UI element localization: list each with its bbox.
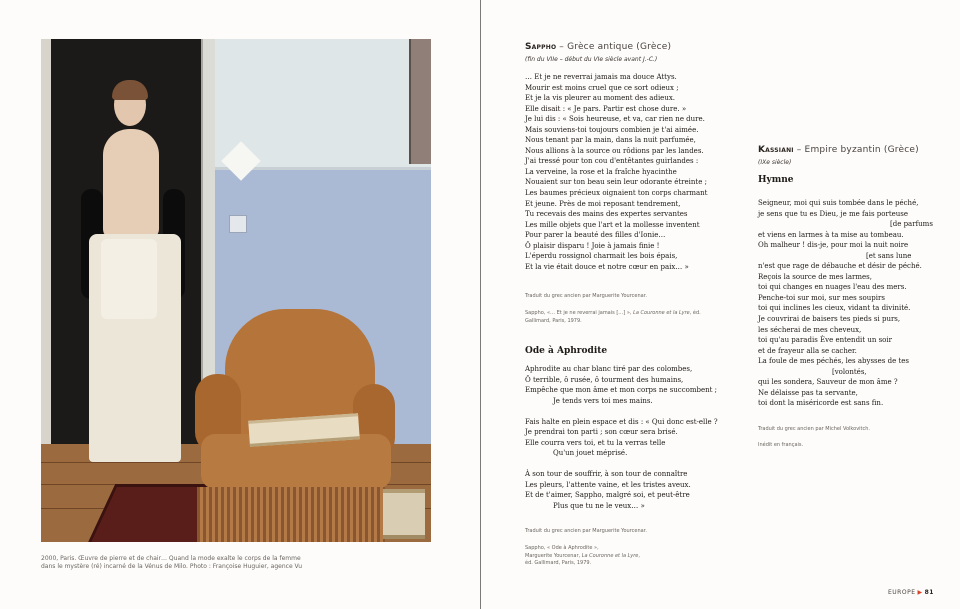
- model-torso: [103, 129, 159, 239]
- verse-line: je sens que tu es Dieu, je me fais porteuse: [758, 209, 909, 218]
- verse-line: Elle courra vers toi, et tu la verras telle: [525, 438, 666, 447]
- poem-title-hymne: Hymne: [758, 175, 794, 185]
- source-book-title: La Couronne et la Lyre: [581, 552, 639, 559]
- verse-line: toi qui inclines les cieux, vidant ta divinité.: [758, 304, 911, 313]
- kassiani-unpublished-note: Inédit en français.: [758, 442, 804, 448]
- light-switch: [229, 215, 247, 233]
- page-footer: [888, 589, 934, 596]
- sappho-heading: [525, 42, 671, 52]
- kassiani-dates: (IXe siècle): [758, 159, 792, 166]
- verse-line: Je tends vers toi mes mains.: [553, 396, 653, 405]
- page-number: 81: [924, 589, 934, 596]
- page-gutter: [480, 0, 481, 609]
- fashion-photograph: [41, 39, 431, 542]
- verse-line: Elle disait : « Je pars. Partir est chose dure. »: [525, 104, 687, 113]
- verse-line: Seigneur, moi qui suis tombée dans le péché,: [758, 199, 919, 207]
- poem-title-ode: Ode à Aphrodite: [525, 346, 608, 356]
- verse-line: Oh malheur ! dis-je, pour moi la nuit noire: [758, 241, 909, 250]
- verse-line: Je couvrirai de baisers tes pieds si purs,: [758, 315, 901, 324]
- verse-line: La verveine, la rose et la fraîche hyacinthe: [525, 167, 677, 176]
- sappho-poem-fragment: [525, 72, 708, 272]
- photo-caption-line: 2000, Paris. Œuvre de pierre et de chair… Quand la mode exalte le corps de la femme: [41, 555, 301, 562]
- verse-line: et viens en larmes à ta mise au tombeau.: [758, 230, 904, 239]
- source-text: Sappho, «… Et je ne reverrai jamais […] »,: [525, 310, 634, 316]
- photo-caption: [41, 555, 431, 571]
- verse-line: Je lui dis : « Sois heureuse, et va, car rien ne dure.: [525, 115, 705, 124]
- sappho-ode: [525, 364, 718, 512]
- play-arrow-icon: ▶: [917, 589, 923, 596]
- kassiani-translation: Traduit du grec ancien par Michel Volkovitch.: [758, 426, 871, 432]
- verse-line: toi qu'au paradis Ève entendit un soir: [758, 336, 892, 345]
- verse-line: L'éperdu rossignol charmait les bois épais,: [525, 252, 678, 261]
- picture-frame-edge: [409, 39, 431, 164]
- verse-line: Penche-toi sur moi, sur mes soupirs: [758, 293, 885, 302]
- verse-line: Fais halte en plein espace et dis : « Qui donc est-elle ?: [525, 417, 718, 426]
- verse-line: toi qui changes en nuages l'eau des mers.: [758, 283, 907, 292]
- kassiani-hymn: [758, 198, 933, 409]
- stanza-gap: [525, 459, 718, 470]
- skirt-fold: [101, 239, 157, 319]
- verse-line: Plus que tu ne le veux… »: [553, 502, 645, 511]
- verse-line: La foule de mes péchés, les abysses de tes: [758, 357, 909, 366]
- sappho-poem2-translation: Traduit du grec ancien par Marguerite Yourcenar.: [525, 528, 647, 534]
- verse-line: Et jeune. Près de moi reposant tendrement,: [525, 199, 681, 208]
- verse-line: Qu'un jouet méprisé.: [553, 449, 628, 458]
- author-origin: – Empire byzantin (Grèce): [793, 145, 919, 155]
- stanza-gap: [525, 406, 718, 417]
- source-line: [525, 553, 640, 561]
- sappho-poem2-source: [525, 545, 640, 568]
- sappho-poem1-source: [525, 310, 725, 325]
- sappho-poem1-translation: Traduit du grec ancien par Marguerite Yourcenar.: [525, 293, 647, 299]
- verse-line: Ne délaisse pas ta servante,: [758, 388, 858, 397]
- source-text: Sappho, « Ode à Aphrodite »,: [525, 545, 599, 551]
- verse-line: [volontés,: [832, 367, 867, 376]
- sappho-dates: (fin du VIIe – début du VIe siècle avant J.-C.): [525, 56, 658, 63]
- source-text: , éd. Gallimard, Paris, 1979.: [525, 310, 701, 324]
- verse-line: Les baumes précieux oignaient ton corps charmant: [525, 189, 708, 198]
- verse-line: Reçois la source de mes larmes,: [758, 272, 872, 281]
- photo-caption-line: dans le mystère (ré) incarné de la Vénus de Milo. Photo : Françoise Huguier, agence Vu: [41, 563, 303, 570]
- verse-line: Et la vie était douce et notre cœur en paix… »: [525, 262, 689, 271]
- author-origin: – Grèce antique (Grèce): [556, 42, 672, 52]
- verse-line: Nous tenant par la main, dans la nuit parfumée,: [525, 136, 696, 145]
- verse-line: n'est que rage de débauche et désir de péché.: [758, 262, 922, 271]
- verse-line: Les pleurs, l'attente vaine, et les tristes aveux.: [525, 480, 691, 489]
- verse-line: [de parfums: [890, 220, 933, 229]
- source-book-title: La Couronne et la Lyre: [633, 310, 690, 316]
- source-text: éd. Gallimard, Paris, 1979.: [525, 560, 592, 566]
- verse-line: Mourir est moins cruel que ce sort odieux ;: [525, 83, 679, 92]
- verse-line: Pour parer la beauté des filles d'Ionie…: [525, 231, 666, 240]
- verse-line: et de frayeur alla se cacher.: [758, 346, 857, 355]
- verse-line: les sécherai de mes cheveux,: [758, 325, 862, 334]
- author-name: Sappho: [525, 42, 557, 52]
- door-frame: [41, 39, 51, 509]
- verse-line: toi dont la miséricorde est sans fin.: [758, 399, 884, 408]
- kassiani-heading: [758, 145, 919, 155]
- verse-line: Mais souviens-toi toujours combien je t'ai aimée.: [525, 125, 699, 134]
- verse-line: Et je la vis pleurer au moment des adieux.: [525, 94, 676, 103]
- verse-line: … Et je ne reverrai jamais ma douce Attys.: [525, 73, 677, 81]
- verse-line: Et de t'aimer, Sappho, malgré soi, et peut-être: [525, 491, 690, 500]
- verse-line: qui les sondera, Sauveur de mon âme ?: [758, 378, 898, 387]
- book-stack-floor: [383, 489, 425, 539]
- verse-line: J'ai tressé pour ton cou d'entêtantes guirlandes :: [525, 157, 699, 166]
- source-text: ,: [638, 552, 640, 559]
- armchair-fringe: [197, 487, 385, 542]
- verse-line: Tu recevais des mains des expertes servantes: [525, 210, 688, 219]
- verse-line: Empêche que mon âme et mon corps ne succombent ;: [525, 386, 718, 395]
- verse-line: Nouaient sur ton beau sein leur odorante étreinte ;: [525, 178, 707, 187]
- section-name: EUROPE: [888, 589, 916, 596]
- verse-line: Je prendrai ton parti ; son cœur sera brisé.: [525, 428, 678, 437]
- verse-line: Aphrodite au char blanc tiré par des colombes,: [525, 365, 693, 373]
- source-text: Marguerite Yourcenar,: [525, 552, 582, 559]
- author-name: Kassiani: [758, 145, 794, 155]
- verse-line: À son tour de souffrir, à son tour de connaître: [525, 470, 688, 479]
- verse-line: Nous allions à la source ou rôdions par les landes.: [525, 146, 704, 155]
- verse-line: Ô terrible, ô rusée, ô tourment des humains,: [525, 375, 684, 384]
- verse-line: Ô plaisir disparu ! Joie à jamais finie !: [525, 241, 660, 250]
- verse-line: Les mille objets que l'art et la mollesse inventent: [525, 220, 700, 229]
- verse-line: [et sans lune: [866, 251, 912, 260]
